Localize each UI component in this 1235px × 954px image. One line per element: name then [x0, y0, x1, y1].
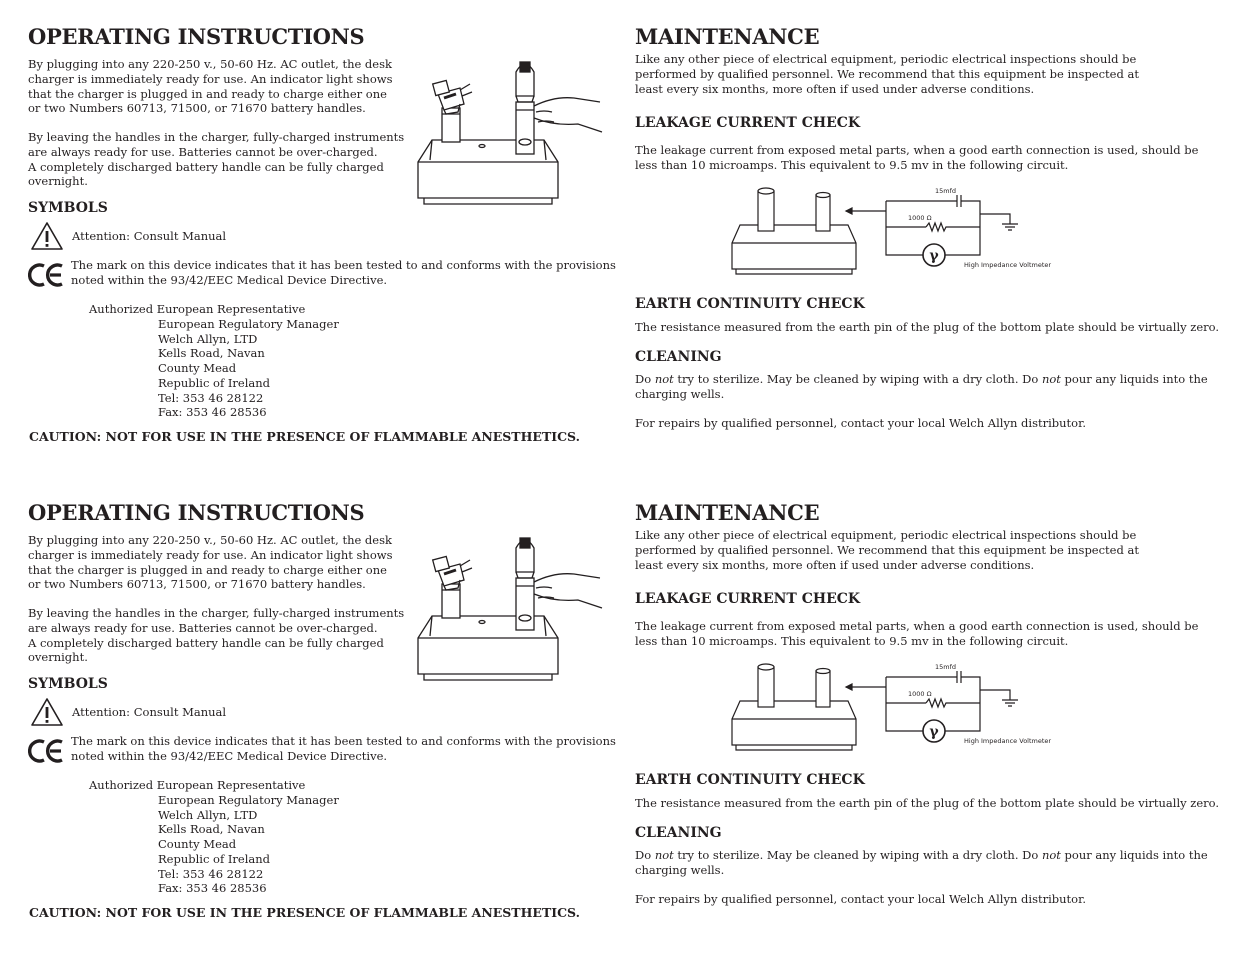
voltmeter-label: High Impedance Voltmeter [964, 737, 1052, 745]
symbols-title: SYMBOLS [28, 200, 108, 216]
cleaning-title: CLEANING [635, 349, 722, 365]
symbols-title: SYMBOLS [28, 676, 108, 692]
earth-continuity-text: The resistance measured from the earth pin of the plug of the bottom plate should be virtually zero. [635, 796, 1220, 810]
address-line: Welch Allyn, LTD [158, 807, 258, 822]
cleaning-text [635, 848, 1220, 878]
authorized-rep-heading: Authorized European Representative [89, 302, 306, 316]
resistor-label: 1000 Ω [908, 690, 932, 698]
leakage-circuit-diagram [730, 657, 1080, 757]
earth-continuity-title: EARTH CONTINUITY CHECK [635, 772, 865, 788]
authorized-rep-heading: Authorized European Representative [89, 778, 306, 792]
cleaning-text [635, 372, 1220, 402]
cleaning-text-part: Do [635, 372, 655, 386]
ce-mark-icon [28, 738, 66, 764]
caution-notice: CAUTION: NOT FOR USE IN THE PRESENCE OF FLAMMABLE ANESTHETICS. [29, 429, 580, 444]
earth-continuity-title: EARTH CONTINUITY CHECK [635, 296, 865, 312]
address-line: Tel: 353 46 28122 [158, 866, 264, 881]
symbol-ce-text: The mark on this device indicates that it has been tested to and conforms with the provisions noted within the 93/42/EEC Medical Device Directive. [71, 258, 616, 287]
address-line: Tel: 353 46 28122 [158, 390, 264, 405]
operating-title: OPERATING INSTRUCTIONS [28, 500, 365, 525]
operating-paragraph-2: By leaving the handles in the charger, fully-charged instruments are always ready for use. Batteries cannot be over-charged. A completely discharged battery handle can be fully charged overnight. [28, 130, 405, 189]
operating-paragraph-1: By plugging into any 220-250 v., 50-60 Hz. AC outlet, the desk charger is immediately ready for use. An indicator light shows that the charger is plugged in and ready to charge either one or two Numbers 60713, 71500, or 71670 battery handles. [28, 533, 393, 592]
caution-notice: CAUTION: NOT FOR USE IN THE PRESENCE OF FLAMMABLE ANESTHETICS. [29, 905, 580, 920]
address-line: Fax: 353 46 28536 [158, 405, 267, 420]
voltmeter-symbol: γ [929, 248, 939, 264]
address-line: County Mead [158, 361, 237, 376]
voltmeter-label: High Impedance Voltmeter [964, 261, 1052, 269]
leakage-title: LEAKAGE CURRENT CHECK [635, 115, 861, 131]
address-line: Republic of Ireland [158, 851, 271, 866]
cleaning-text-part: try to sterilize. May be cleaned by wiping with a dry cloth. Do [673, 848, 1042, 862]
symbol-warning-text: Attention: Consult Manual [72, 705, 227, 719]
operating-title: OPERATING INSTRUCTIONS [28, 24, 365, 49]
address-line: Kells Road, Navan [158, 346, 265, 361]
maintenance-title: MAINTENANCE [635, 500, 820, 525]
address-line: Welch Allyn, LTD [158, 331, 258, 346]
voltmeter-symbol: γ [929, 724, 939, 740]
ce-mark-icon [28, 262, 66, 288]
address-line: Kells Road, Navan [158, 822, 265, 837]
address-line: European Regulatory Manager [158, 793, 339, 807]
operating-column [28, 0, 618, 477]
repairs-text: For repairs by qualified personnel, contact your local Welch Allyn distributor. [635, 892, 1086, 906]
capacitor-label: 15mfd [935, 187, 957, 195]
repairs-text: For repairs by qualified personnel, contact your local Welch Allyn distributor. [635, 416, 1086, 430]
instruction-panel-bottom [0, 476, 1235, 953]
desk-charger-illustration [404, 52, 604, 212]
operating-column [28, 476, 618, 953]
leakage-title: LEAKAGE CURRENT CHECK [635, 591, 861, 607]
cleaning-text-part: try to sterilize. May be cleaned by wiping with a dry cloth. Do [673, 372, 1042, 386]
maintenance-intro: Like any other piece of electrical equipment, periodic electrical inspections should be performed by qualified personnel. We recommend that this equipment be inspected at least every six months, more often if used under adverse conditions. [635, 52, 1139, 96]
cleaning-emphasis: not [1041, 372, 1061, 386]
operating-paragraph-1: By plugging into any 220-250 v., 50-60 Hz. AC outlet, the desk charger is immediately ready for use. An indicator light shows that the charger is plugged in and ready to charge either one or two Numbers 60713, 71500, or 71670 battery handles. [28, 57, 393, 116]
cleaning-emphasis: not [1041, 848, 1061, 862]
leakage-text: The leakage current from exposed metal parts, when a good earth connection is used, should be less than 10 microamps. This equivalent to 9.5 mv in the following circuit. [635, 143, 1199, 172]
earth-continuity-text: The resistance measured from the earth pin of the plug of the bottom plate should be virtually zero. [635, 320, 1220, 334]
leakage-circuit-diagram [730, 181, 1080, 281]
address-line: Fax: 353 46 28536 [158, 881, 267, 896]
address-line: European Regulatory Manager [158, 317, 339, 331]
resistor-label: 1000 Ω [908, 214, 932, 222]
desk-charger-illustration [404, 528, 604, 688]
leakage-text: The leakage current from exposed metal parts, when a good earth connection is used, should be less than 10 microamps. This equivalent to 9.5 mv in the following circuit. [635, 619, 1199, 648]
operating-paragraph-2: By leaving the handles in the charger, fully-charged instruments are always ready for use. Batteries cannot be over-charged. A completely discharged battery handle can be fully charged overnight. [28, 606, 405, 665]
maintenance-intro: Like any other piece of electrical equipment, periodic electrical inspections should be performed by qualified personnel. We recommend that this equipment be inspected at least every six months, more often if used under adverse conditions. [635, 528, 1139, 572]
authorized-rep-address [158, 793, 339, 896]
maintenance-column [635, 0, 1225, 477]
cleaning-text-part: pour any liquids into the charging wells. [635, 372, 1208, 401]
address-line: Republic of Ireland [158, 375, 271, 390]
capacitor-label: 15mfd [935, 663, 957, 671]
cleaning-emphasis: not [654, 848, 674, 862]
cleaning-text-part: pour any liquids into the charging wells. [635, 848, 1208, 877]
cleaning-title: CLEANING [635, 825, 722, 841]
maintenance-title: MAINTENANCE [635, 24, 820, 49]
warning-triangle-icon [30, 697, 64, 727]
warning-triangle-icon [30, 221, 64, 251]
authorized-rep-address [158, 317, 339, 420]
address-line: County Mead [158, 837, 237, 852]
symbol-warning-text: Attention: Consult Manual [72, 229, 227, 243]
cleaning-emphasis: not [654, 372, 674, 386]
symbol-ce-text: The mark on this device indicates that it has been tested to and conforms with the provisions noted within the 93/42/EEC Medical Device Directive. [71, 734, 616, 763]
maintenance-column [635, 476, 1225, 953]
cleaning-text-part: Do [635, 848, 655, 862]
